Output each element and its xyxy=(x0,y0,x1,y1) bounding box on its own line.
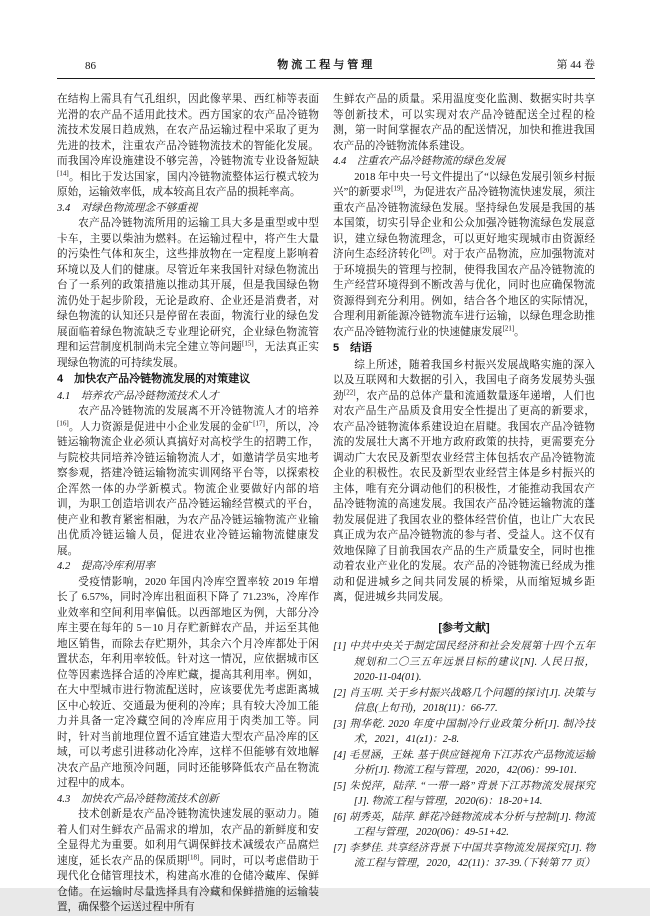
body-paragraph: 综上所述，随着我国乡村振兴发展战略实施的深入以及互联网和大数据的引入，我国电子商务发展势头强劲[22]，农产品的总体产量和流通数量逐年递增，人们也对农产品生产品质及食用安全性提出了更高的新要求，农产品冷链物流体系建设迫在眉睫。我国农产品冷链物流的发展壮大离不开地方政府政策的扶持，更需要充分调动广大农民及新型农业经营主体包括农产品冷链物流企业的积极性。农民及新型农业经营主体是乡村振兴的主体，唯有充分调动他们的积极性，才能推动我国农产品冷链物流的高速发展。我国农产品冷链运输物流的蓬勃发展促进了我国农业的整体经营价值，也让广大农民真正成为农产品冷链物流的参与者、受益人。这不仅有效地保障了目前我国农产品的生产质量安全，同时也推动着农业产业化的发展。农产品的冷链物流已经成为推动和促进城乡之间共同发展的桥梁，从而缩短城乡距离，促进城乡共同发展。 xyxy=(333,359,596,603)
page-header xyxy=(57,56,595,79)
body-paragraph: 在结构上需具有气孔组织，因此像苹果、西红柿等表面光滑的农产品不适用此技术。西方国家的农产品冷链物流技术发展日趋成熟，在农产品运输过程中采取了更为先进的技术，注重农产品冷链物流技术的智能化发展。而我国冷库设施建设不够完善，冷链物流专业设备短缺[14]。相比于发达国家，国内冷链物流整体运行模式较为原始，运输效率低，成本较高且农产品的损耗率高。 xyxy=(57,94,319,198)
subsection-heading: 4.4 注重农产品冷链物流的绿色发展 xyxy=(333,156,506,167)
citation-superscript: [18] xyxy=(187,852,200,861)
page-number: 86 xyxy=(85,60,96,72)
volume-label: 第 44 卷 xyxy=(556,59,595,71)
reference-item: [6] 胡秀英，陆萍. 鲜花冷链物流成本分析与控制[J]. 物流工程与管理，2020(06)：49-51+42. xyxy=(333,811,595,838)
citation-superscript: [22] xyxy=(343,387,356,396)
references-heading: [参考文献] xyxy=(438,621,490,634)
reference-item: [4] 毛昱涵，王妹. 基于供应链视角下江苏农产品物流运输分析[J]. 物流工程与管理，2020，42(06)：99-101. xyxy=(333,749,595,776)
subsection-heading: 4.2 提高冷库利用率 xyxy=(57,561,155,572)
right-column xyxy=(333,92,595,916)
left-column xyxy=(57,92,319,916)
subsection-heading: 3.4 对绿色物流理念不够重视 xyxy=(57,202,198,214)
reference-item: [1] 中共中央关于制定国民经济和社会发展第十四个五年规划和二〇三五年远景目标的建议[N]. 人民日报，2020-11-04(01). xyxy=(333,641,595,683)
body-paragraph: 2018 年中央一号文件提出了“以绿色发展引领乡村振兴”的新要求[19]，为促进农产品冷链物流快速发展，须注重农产品冷链物流绿色发展。坚持绿色发展是我国的基本国策，切实引导企业和公众加强冷链物流绿色发展意识，建立绿色物流理念，可以更好地实现城市由资源经济向生态经济转化[20]。对于农产品物流，应加强物流对于环境损失的管理与控制，使得我国农产品冷链物流的生产经营环境得到不断改善与优化，同时也应确保物流资源得到充分利用。例如，结合各个地区的实际情况，合理利用新能源冷链物流车进行运输，以绿色理念助推农产品冷链物流行业的快速健康发展[21]。 xyxy=(333,171,596,338)
citation-superscript: [20] xyxy=(420,246,432,255)
citation-superscript: [14] xyxy=(57,168,69,177)
section-heading: 5 结语 xyxy=(333,342,373,354)
continued-on-page-note: （下转第 77 页） xyxy=(517,858,595,869)
citation-superscript: [17] xyxy=(253,418,265,427)
citation-superscript: [21] xyxy=(502,323,515,332)
citation-superscript: [16] xyxy=(57,418,69,427)
reference-item: [2] 肖玉明. 关于乡村振兴战略几个问题的探讨[J]. 决策与信息(上旬刊)，2018(11)：66-77. xyxy=(333,687,595,714)
reference-item: [7] 李梦佳. 共享经济背景下中国共享物流发展探究[J]. 物流工程与管理，2020，42(11)：37-39. （下转第 77 页） xyxy=(333,841,595,872)
reference-item: [5] 朱悦萍，陆萍. “一带一路”背景下江苏物流发展探究[J]. 物流工程与管理，2020(6)：18-20+14. xyxy=(333,780,595,807)
reference-item: [3] 荆华乾. 2020 年度中国制冷行业政策分析[J]. 制冷技术，2021，41(z1)：2-8. xyxy=(333,718,595,745)
body-paragraph: 技术创新是农产品冷链物流快速发展的驱动力。随着人们对生鲜农产品需求的增加，农产品的新鲜度和安全显得尤为重要。如利用气调保鲜技术减缓农产品腐烂速度，延长农产品的保质期[18]。同时，可以考虑借助于现代化仓储管理技术，构建高水准的仓储冷藏库、保鲜仓储。在运输时尽量选择具有冷藏和保鲜措施的运输装置，确保整个运送过程中所有 xyxy=(57,809,320,913)
body-paragraph: 农产品冷链物流所用的运输工具大多是重型或中型卡车，主要以柴油为燃料。在运输过程中，将产生大量的污染性气体和灰尘，这些排放物在一定程度上影响着环境以及人们的健康。尽管近年来我国针对绿色物流出台了一系列的政策措施以推动其开展，但是我国绿色物流仍处于起步阶段，无论是政府、企业还是消费者，对绿色物流的认知还只是停留在表面，物流行业的绿色发展面临着绿色物流缺乏专业理论研究，企业绿色物流管理和运营制度机制尚未完全建立等问题[15]，无法真正实现绿色物流的可持续发展。 xyxy=(57,218,320,369)
section-heading: 4 加快农产品冷链物流发展的对策建议 xyxy=(57,373,251,385)
body-paragraph: 农产品冷链物流的发展离不开冷链物流人才的培养[16]。人力资源是促进中小企业发展的金矿[17]，所以，冷链运输物流企业必须认真搞好对高校学生的招聘工作，与院校共同培养冷链运输物流人才，如邀请学员实地考察参观，搭建冷链运输物流实训网络平台等，以探索校企浑然一体的办学新模式。物流企业要做好内部的培训，为职工创造培训农产品冷链运输经营模式的平台，使产业和教育紧密相融，为农产品冷链运输物流产业输出优质冷链运输人员，促进农业冷链运输物流健康发展。 xyxy=(57,406,320,557)
subsection-heading: 4.1 培养农产品冷链物流技术人才 xyxy=(57,390,219,402)
body-paragraph: 受疫情影响，2020 年国内冷库空置率较 2019 年增长了 6.57%，同时冷库出租面积下降了 71.23%，冷库作业效率和空间利用率偏低。以西部地区为例，大部分冷库主要在每年的 5－10 月存贮新鲜农产品，并运至其他地区销售，而除去存贮期外，其余六个月冷库都处于闲置状态，年利用率较低。针对这一情况，应依据城市区位等因素选择合适的冷库贮藏，提高其利用率。例如，在大中型城市进行物流配送时，应该要优先考虑距离城区中心较近、交通最为便利的冷库；具有较大冷加工能力并具备一定冷藏空间的冷库应用于肉类加工等。同时，针对当前地理位置不适宜建造大型农产品冷库的区域，可以考虑引进移动化冷库，这样不但能够有效地解决农产品产地预冷问题，同时还能够降低农产品在物流过程中的成本。 xyxy=(57,576,319,789)
journal-title: 物流工程与管理 xyxy=(277,59,376,71)
two-column-body xyxy=(57,92,595,916)
subsection-heading: 4.3 加快农产品冷链物流技术创新 xyxy=(57,793,219,805)
citation-superscript: [19] xyxy=(391,184,403,193)
body-paragraph: 生鲜农产品的质量。采用温度变化监测、数据实时共享等创新技术，可以实现对农产品冷链配送全过程的检测，第一时间掌握农产品的配送情况，加快和推进我国农产品的冷链物流体系建设。 xyxy=(333,94,595,152)
citation-superscript: [15] xyxy=(242,339,254,348)
